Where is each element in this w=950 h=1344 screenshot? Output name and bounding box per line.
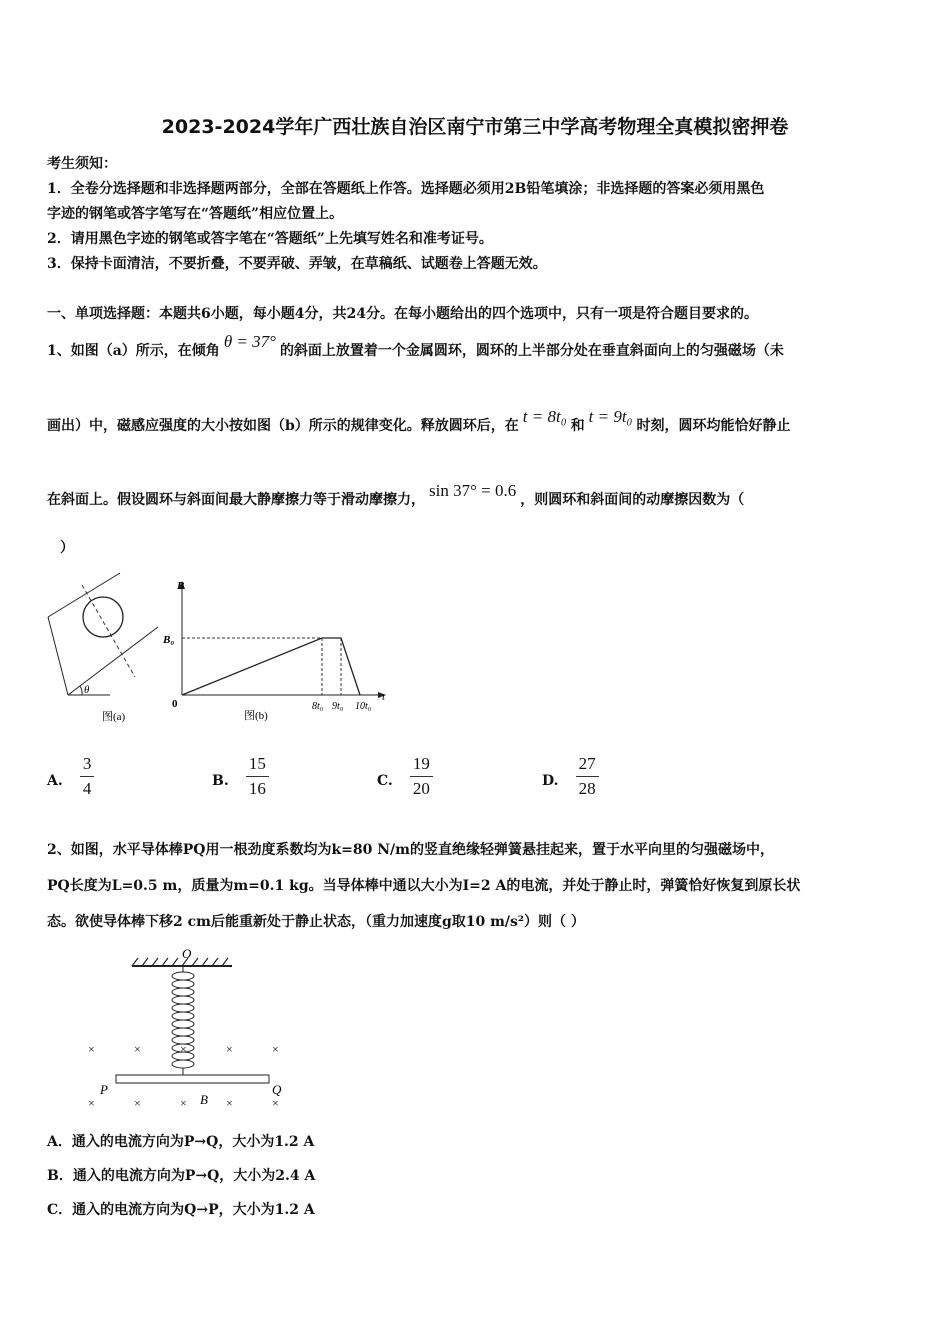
q1-option-d[interactable] — [542, 754, 599, 799]
q1-line1 — [47, 332, 784, 361]
q1-line3 — [47, 481, 745, 510]
point-p-label: P — [100, 1082, 108, 1097]
q1-line2 — [47, 407, 791, 436]
b-curve — [182, 638, 360, 695]
q2-option-a[interactable]: A．通入的电流方向为P→Q，大小为1.2 A — [47, 1134, 315, 1150]
conductor-rod-pq — [116, 1075, 269, 1083]
option-b-fraction — [246, 754, 269, 799]
fig-a-caption: 图(a) — [102, 711, 126, 723]
q1-text-2c: 时刻，圆环均能恰好静止 — [636, 418, 791, 434]
field-boundary-dashed — [82, 585, 135, 677]
field-cross: × — [134, 1042, 141, 1056]
ceiling-hatch — [132, 958, 228, 966]
q2-line2: PQ长度为L=0.5 m，质量为m=0.1 kg。当导体棒中通以大小为I=2 A的电流，并处于静止时，弹簧恰好恢复到原长状 — [47, 878, 801, 894]
q1-text-1b: 的斜面上放置着一个金属圆环，圆环的上半部分处在垂直斜面向上的匀强磁场（未 — [279, 343, 784, 359]
notice-item-2: 2．请用黑色字迹的钢笔或答字笔在“答题纸”上先填写姓名和准考证号。 — [47, 231, 493, 247]
q1-figure-b — [160, 575, 390, 725]
q1-option-c[interactable] — [377, 754, 433, 799]
q2-line1: 2、如图，水平导体棒PQ用一根劲度系数均为k=80 N/m的竖直绝缘轻弹簧悬挂起来，置于水平向里的匀强磁场中， — [47, 842, 774, 858]
q2-option-b[interactable]: B．通入的电流方向为P→Q，大小为2.4 A — [47, 1168, 316, 1184]
incline-side-edge — [48, 617, 68, 695]
option-c-fraction — [410, 754, 433, 799]
q1-sin-math: sin 37° = 0.6 — [429, 481, 517, 500]
q1-text-3b: ，则圆环和斜面间的动摩擦因数为（ — [520, 492, 745, 508]
field-cross: × — [226, 1042, 233, 1056]
q1-text-1a: 1、如图（a）所示，在倾角 — [47, 343, 220, 359]
q1-theta-math: θ = 37° — [223, 332, 276, 351]
q1-option-a[interactable] — [47, 754, 94, 799]
q1-line4: ） — [60, 540, 74, 556]
field-cross: × — [226, 1096, 233, 1110]
point-q-label: Q — [272, 1082, 282, 1097]
option-d-den: 28 — [578, 779, 596, 798]
option-b-den: 16 — [248, 779, 266, 798]
field-cross: × — [272, 1042, 279, 1056]
option-a-fraction — [80, 754, 95, 799]
option-c-den: 20 — [412, 779, 430, 798]
field-cross: × — [272, 1096, 279, 1110]
option-d-fraction — [576, 754, 599, 799]
t8-label: 8t₀ — [312, 701, 324, 712]
field-cross: × — [88, 1096, 95, 1110]
incline-surface — [68, 627, 158, 695]
notice-item-3: 3．保持卡面清洁，不要折叠，不要弄破、弄皱，在草稿纸、试题卷上答题无效。 — [47, 256, 547, 272]
field-cross: × — [134, 1096, 141, 1110]
page-title: 2023-2024学年广西壮族自治区南宁市第三中学高考物理全真模拟密押卷 — [161, 116, 789, 138]
q2-option-c[interactable]: C．通入的电流方向为Q→P，大小为1.2 A — [47, 1202, 315, 1218]
x-axis-label: t — [382, 691, 386, 703]
angle-arc — [80, 686, 82, 695]
option-a-den: 4 — [82, 779, 92, 798]
q2-line3: 态。欲使导体棒下移2 cm后能重新处于静止状态，（重力加速度g取10 m/s²）则（ ） — [47, 914, 585, 930]
q1-text-2a: 画出）中，磁感应强度的大小按如图（b）所示的规律变化。释放圆环后，在 — [47, 418, 519, 434]
option-d-num: 27 — [576, 754, 599, 777]
section-heading: 一、单项选择题：本题共6小题，每小题4分，共24分。在每小题给出的四个选项中，只有一项是符合题目要求的。 — [47, 306, 758, 322]
metal-ring — [83, 597, 123, 637]
field-cross: × — [180, 1042, 187, 1056]
q1-text-3a: 在斜面上。假设圆环与斜面间最大静摩擦力等于滑动摩擦力， — [47, 492, 425, 508]
option-a-label: A. — [47, 773, 63, 789]
notice-item-1: 1．全卷分选择题和非选择题两部分，全部在答题纸上作答。选择题必须用2B铅笔填涂；非选择题的答案必须用黑色 — [47, 181, 765, 197]
q1-figure-a — [40, 565, 160, 725]
origin-label: 0 — [172, 698, 178, 710]
b0-label: B₀ — [163, 634, 175, 646]
field-b-label: B — [200, 1092, 208, 1107]
option-c-label: C. — [377, 773, 393, 789]
option-a-num: 3 — [80, 754, 95, 777]
notice-item-1-cont: 字迹的钢笔或答字笔写在“答题纸”相应位置上。 — [47, 206, 344, 222]
q1-option-b[interactable] — [212, 754, 269, 799]
fig-b-caption: 图(b) — [244, 710, 268, 722]
option-b-num: 15 — [246, 754, 269, 777]
y-axis-label: B — [177, 580, 185, 592]
option-c-num: 19 — [410, 754, 433, 777]
q1-t1-math: t = 8t₀ — [522, 407, 567, 426]
t10-label: 10t₀ — [355, 701, 372, 712]
field-cross: × — [180, 1096, 187, 1110]
q1-t2-math: t = 9t₀ — [588, 407, 633, 426]
field-cross: × — [88, 1042, 95, 1056]
point-o-label: O — [182, 946, 192, 961]
q2-figure — [80, 942, 300, 1112]
notice-heading: 考生须知： — [47, 156, 117, 172]
t9-label: 9t₀ — [332, 701, 344, 712]
option-d-label: D. — [542, 773, 559, 789]
option-b-label: B. — [212, 773, 229, 789]
theta-label: θ — [84, 684, 90, 696]
q1-text-2b: 和 — [570, 418, 585, 434]
